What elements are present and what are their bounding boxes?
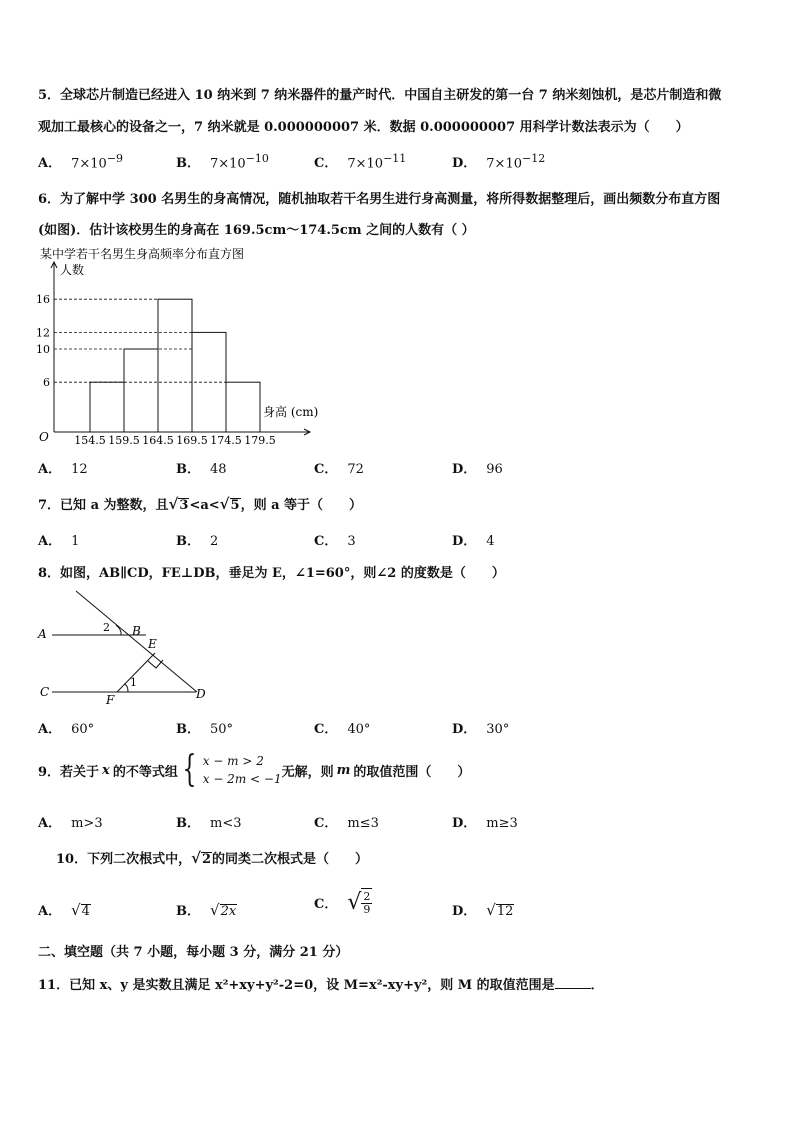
q10-stem: 10．下列二次根式中，√2的同类二次根式是（ ）	[56, 849, 369, 867]
q8-option-c[interactable]: C． 40°	[314, 722, 371, 737]
q5-stem-line2: 观加工最核心的设备之一，7 纳米就是 0.000000007 米．数据 0.000000007 用科学计数法表示为（ ）	[38, 120, 689, 135]
inequality-system: { x − m > 2 x − 2m < −1	[182, 749, 282, 790]
q7-stem: 7．已知 a 为整数，且√3<a<√5，则 a 等于（ ）	[38, 495, 363, 513]
x-tick-label: 169.5	[176, 434, 208, 447]
y-tick-label: 12	[36, 326, 50, 340]
label-a: A	[38, 627, 47, 641]
histogram-bar	[124, 349, 158, 432]
q9-stem: 9．若关于 x 的不等式组 { x − m > 2 x − 2m < −1 无解，则 m 的取值范围（ ）	[38, 749, 471, 790]
histogram-bar	[158, 299, 192, 432]
y-tick-label: 16	[36, 293, 50, 307]
q10-option-c[interactable]: C． √ $\frac{2}{9}$	[314, 889, 371, 916]
q6-option-b[interactable]: B． 48	[176, 462, 227, 477]
histogram-bar	[90, 382, 124, 432]
q6-option-d[interactable]: D． 96	[452, 462, 503, 477]
q9-option-b[interactable]: B． m<3	[176, 816, 242, 831]
q5-stem-line1: 5．全球芯片制造已经进入 10 纳米到 7 纳米器件的量产时代．中国自主研发的第一台 7 纳米刻蚀机，是芯片制造和微	[38, 88, 722, 103]
q5-option-d[interactable]: D． $7\times 10^{-12}$	[452, 152, 546, 172]
label-b: B	[132, 624, 141, 638]
q9-option-d[interactable]: D． m≥3	[452, 816, 518, 831]
label-angle-2: 2	[103, 621, 110, 634]
q8-option-b[interactable]: B． 50°	[176, 722, 234, 737]
q10-option-d[interactable]: D． √12	[452, 901, 514, 919]
label-c: C	[40, 685, 50, 699]
q7-option-a[interactable]: A． 1	[38, 534, 80, 549]
histogram-bar	[226, 382, 260, 432]
chart-title: 某中学若干名男生身高频率分布直方图	[40, 247, 245, 261]
origin-label: O	[39, 430, 49, 444]
answer-blank[interactable]	[555, 978, 591, 989]
q8-stem: 8．如图，AB∥CD，FE⊥DB，垂足为 E，∠1=60°，则∠2 的度数是（ ）	[38, 566, 505, 581]
q8-option-a[interactable]: A． 60°	[38, 722, 95, 737]
y-axis-label: 人数	[60, 263, 85, 277]
q10-option-a[interactable]: A． √4	[38, 901, 90, 919]
x-axis-label: 身高 (cm)	[263, 405, 319, 419]
q6-option-a[interactable]: A． 12	[38, 462, 88, 477]
label-f: F	[106, 693, 115, 707]
section-2-title: 二、填空题（共 7 小题，每小题 3 分，满分 21 分）	[38, 945, 349, 960]
x-tick-label: 164.5	[142, 434, 174, 447]
q9-option-c[interactable]: C． m≤3	[314, 816, 379, 831]
q5-option-c[interactable]: C． $7\times 10^{-11}$	[314, 152, 407, 172]
q9-option-a[interactable]: A． m>3	[38, 816, 103, 831]
q5-option-b[interactable]: B． $7\times 10^{-10}$	[176, 152, 269, 172]
q6-stem-line2: (如图)．估计该校男生的身高在 169.5cm～174.5cm 之间的人数有（ ）	[38, 223, 475, 238]
q11-stem: 11．已知 x、y 是实数且满足 x²+xy+y²-2=0，设 M=x²-xy+y²，则 M 的取值范围是 ．	[38, 978, 604, 993]
y-tick-label: 10	[36, 343, 50, 356]
q10-option-b[interactable]: B． √2x	[176, 901, 237, 919]
q5-option-a[interactable]: A． $7\times 10^{-9}$	[38, 152, 124, 172]
y-tick-label: 6	[43, 376, 50, 390]
q6-option-c[interactable]: C． 72	[314, 462, 364, 477]
q6-stem-line1: 6．为了解中学 300 名男生的身高情况，随机抽取若干名男生进行身高测量，将所得数据整理后，画出频数分布直方图	[38, 192, 721, 207]
angle-1-arc	[124, 684, 128, 692]
label-d: D	[196, 687, 206, 701]
height-histogram	[36, 244, 336, 449]
x-tick-label: 179.5	[244, 434, 276, 447]
q7-option-c[interactable]: C． 3	[314, 534, 356, 549]
q7-option-b[interactable]: B． 2	[176, 534, 219, 549]
label-e: E	[148, 637, 157, 651]
x-tick-label: 154.5	[74, 434, 106, 447]
q7-option-d[interactable]: D． 4	[452, 534, 495, 549]
q8-geometry-figure	[36, 586, 226, 708]
label-angle-1: 1	[130, 676, 137, 689]
x-tick-label: 159.5	[108, 434, 140, 447]
q8-option-d[interactable]: D． 30°	[452, 722, 510, 737]
x-tick-label: 174.5	[210, 434, 242, 447]
